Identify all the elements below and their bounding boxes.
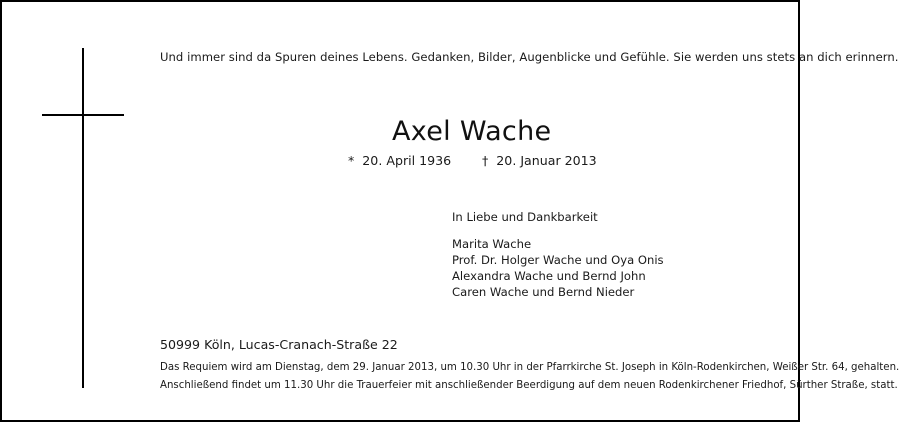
mourner-name: Prof. Dr. Holger Wache und Oya Onis xyxy=(452,253,664,267)
cross-icon-vertical xyxy=(82,48,84,388)
mourner-name: Marita Wache xyxy=(452,237,532,251)
memorial-quote: Und immer sind da Spuren deines Lebens. Gedanken, Bilder, Augenblicke und Gefühle. Sie werden uns stets an dich erinnern. xyxy=(160,50,899,64)
mourner-name: Alexandra Wache und Bernd John xyxy=(452,269,646,283)
birth-date: 20. April 1936 xyxy=(362,153,452,168)
service-details xyxy=(160,359,899,395)
death-date-line xyxy=(482,153,597,168)
family-intro: In Liebe und Dankbarkeit xyxy=(452,210,598,224)
death-cross-icon: † xyxy=(482,153,489,168)
birth-star-icon: * xyxy=(348,153,355,168)
mourner-name: Caren Wache und Bernd Nieder xyxy=(452,285,635,299)
funeral-info: Anschließend findet um 11.30 Uhr die Trauerfeier mit anschließender Beerdigung auf dem neuen Rodenkirchener Friedhof, Sürther Straße, statt. xyxy=(160,380,898,391)
cross-icon-horizontal xyxy=(42,114,124,116)
requiem-info: Das Requiem wird am Dienstag, dem 29. Januar 2013, um 10.30 Uhr in der Pfarrkirche St. Joseph in Köln-Rodenkirchen, Weißer Str. 64, gehalten. xyxy=(160,362,899,373)
family-address: 50999 Köln, Lucas-Cranach-Straße 22 xyxy=(160,337,398,352)
birth-date-line xyxy=(348,153,451,168)
deceased-name: Axel Wache xyxy=(392,116,552,147)
family-block xyxy=(452,209,664,300)
death-date: 20. Januar 2013 xyxy=(496,153,597,168)
